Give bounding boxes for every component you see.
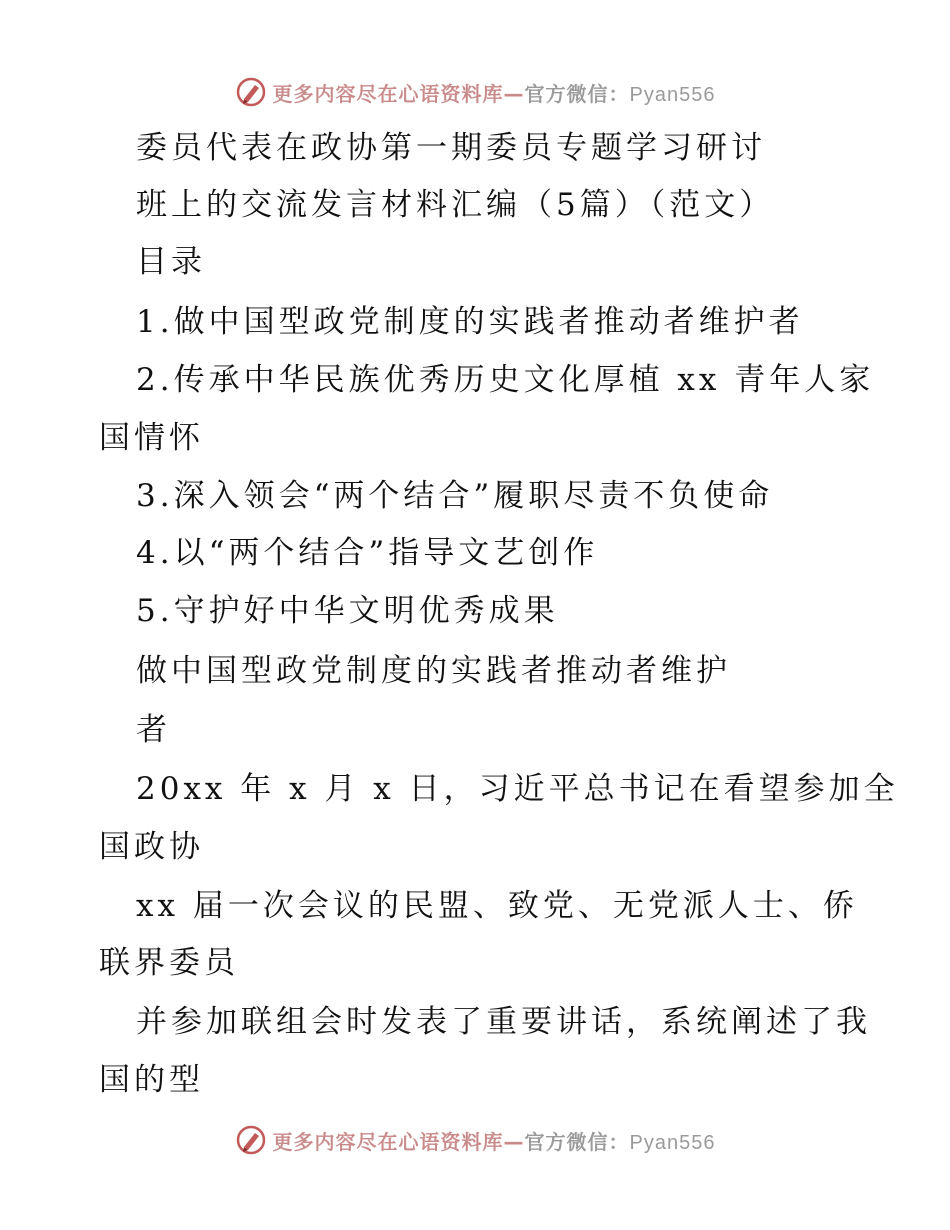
doc-title-line-2: 班上的交流发言材料汇编（5篇）（范文） [136, 187, 775, 223]
paragraph-line: 并参加联组会时发表了重要讲话，系统阐述了我 [136, 1004, 871, 1040]
toc-item-2: 2.传承中华民族优秀历史文化厚植 xx 青年人家 [136, 362, 875, 398]
pen-logo-icon [235, 1124, 267, 1156]
paragraph-line: 国的型 [99, 1062, 204, 1098]
paragraph-line: xx 届一次会议的民盟、致党、无党派人士、侨 [136, 888, 858, 924]
header-watermark-banner [0, 72, 950, 112]
watermark-text [273, 1126, 716, 1155]
paragraph-line: 国政协 [99, 829, 204, 865]
toc-item-3: 3.深入领会“两个结合”履职尽责不负使命 [136, 478, 774, 514]
watermark-main: 更多内容尽在心语资料库 [272, 81, 504, 106]
watermark-dash: — [503, 1129, 525, 1154]
pen-logo-icon [235, 76, 267, 108]
section-title: 做中国型政党制度的实践者推动者维护 [136, 653, 731, 689]
watermark-main: 更多内容尽在心语资料库 [272, 1129, 504, 1154]
watermark-text [273, 78, 716, 107]
footer-watermark-banner [0, 1120, 950, 1160]
watermark-official: 官方微信： [524, 81, 630, 106]
section-title-cont: 者 [136, 712, 171, 748]
toc-heading: 目录 [136, 244, 206, 280]
watermark-dash: — [503, 81, 525, 106]
doc-title-line-1: 委员代表在政协第一期委员专题学习研讨 [136, 130, 766, 166]
toc-item-2-cont: 国情怀 [99, 420, 204, 456]
toc-item-1: 1.做中国型政党制度的实践者推动者维护者 [136, 304, 804, 340]
paragraph-line: 联界委员 [99, 945, 239, 981]
watermark-wechat-id: Pyan556 [629, 83, 716, 106]
watermark-wechat-id: Pyan556 [629, 1131, 716, 1154]
paragraph-line: 20xx 年 x 月 x 日，习近平总书记在看望参加全 [136, 771, 899, 807]
watermark-official: 官方微信： [524, 1129, 630, 1154]
toc-item-4: 4.以“两个结合”指导文艺创作 [136, 535, 599, 571]
toc-item-5: 5.守护好中华文明优秀成果 [136, 593, 559, 629]
